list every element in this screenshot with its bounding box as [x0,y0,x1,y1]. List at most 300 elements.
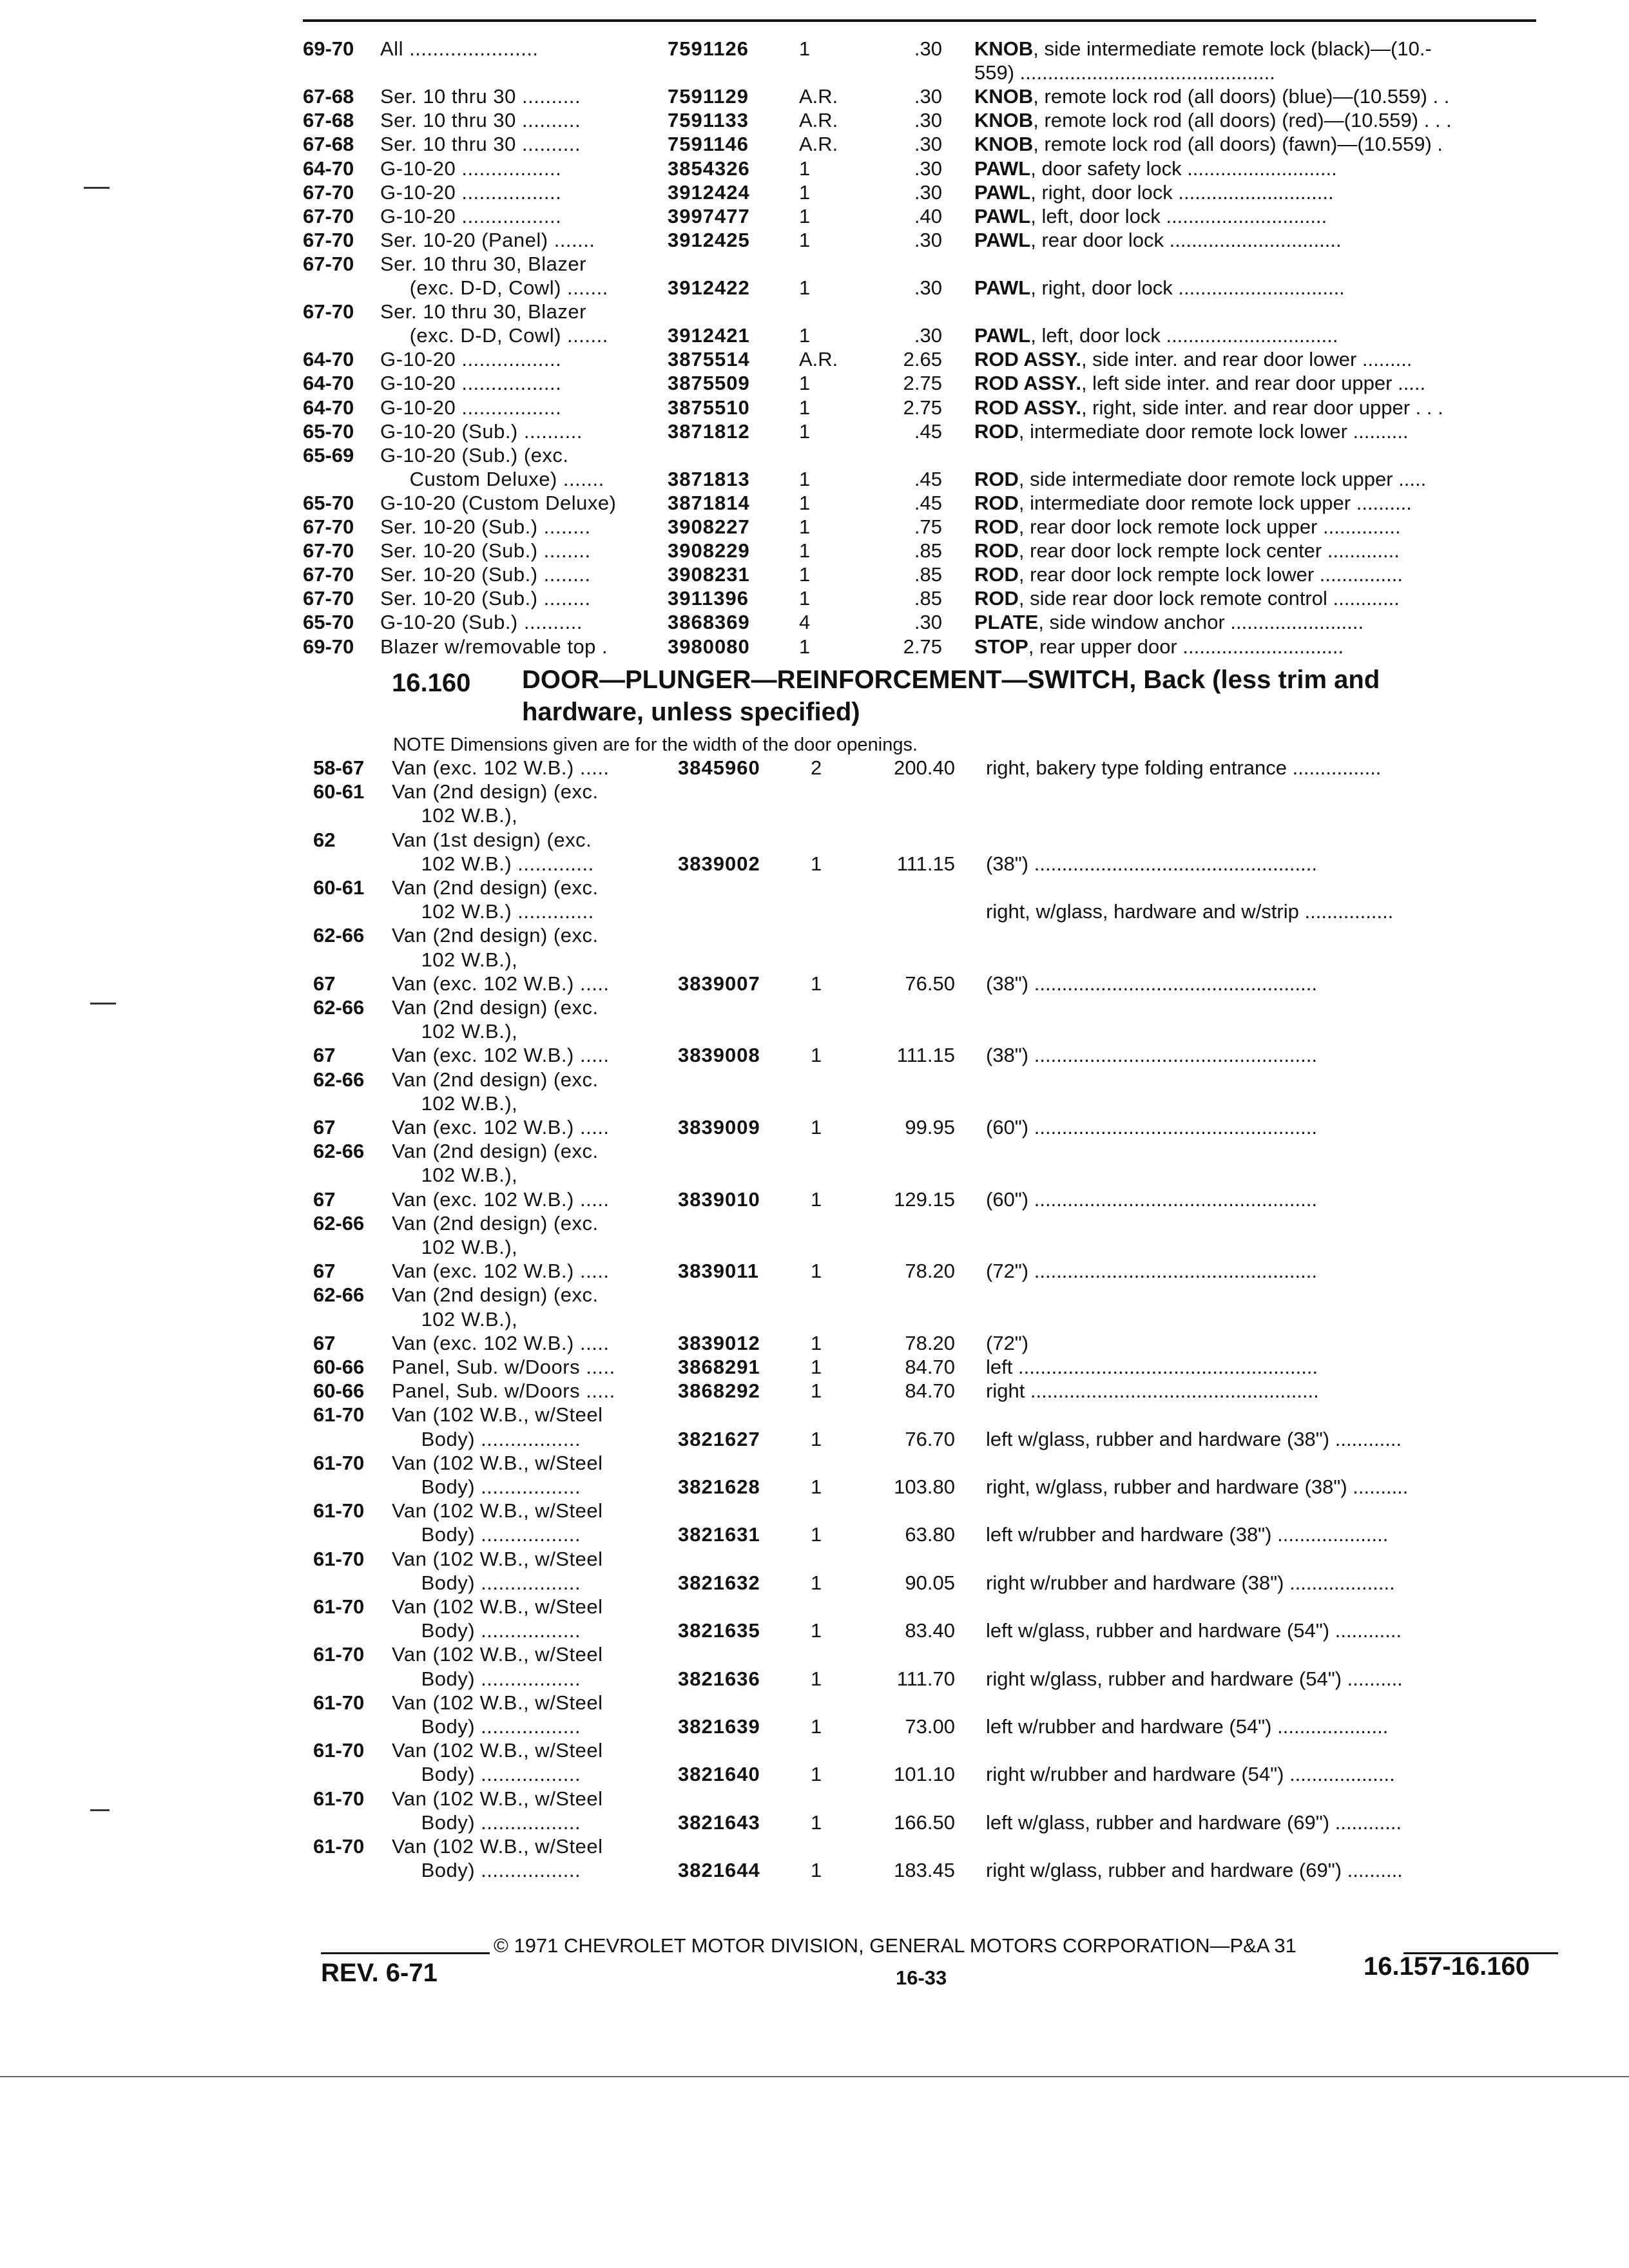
model-years: 67-70 [303,180,354,204]
description [974,611,1364,634]
application: Body) ................. [392,1475,581,1498]
model-years: 69-70 [303,37,354,60]
description-text: , door safety lock ........................... [1030,157,1337,180]
application: 102 W.B.), [392,1164,518,1187]
application: G-10-20 ................. [380,204,562,227]
application: Van (exc. 102 W.B.) ..... [392,1260,610,1283]
application: Van (exc. 102 W.B.) ..... [392,1187,610,1211]
model-years: 67 [313,972,336,995]
description-text: left w/glass, rubber and hardware (54") ............ [986,1619,1402,1642]
description-text: right, bakery type folding entrance ................ [986,756,1382,779]
description-text: , right, door lock .............................. [1030,276,1345,299]
description [986,1332,1028,1355]
list-price: 76.70 [905,1427,955,1450]
description [974,635,1344,658]
application: 102 W.B.), [392,1020,518,1043]
model-years: 67 [313,1331,336,1354]
application: Van (102 W.B., w/Steel [392,1691,603,1714]
model-years: 67-68 [303,133,354,156]
description [974,420,1409,443]
model-years: 61-70 [313,1403,365,1427]
description-text: right w/rubber and hardware (38") ................... [986,1571,1395,1594]
application: Blazer w/removable top . [380,635,608,658]
application: Body) ................. [392,1667,581,1690]
quantity: 1 [811,1331,822,1354]
part-name: PAWL [974,204,1031,227]
part-number: 3854326 [668,157,750,180]
description-text: , right, door lock ............................ [1030,180,1334,204]
model-years: 61-70 [313,1595,365,1618]
description [986,1715,1388,1738]
application: Van (102 W.B., w/Steel [392,1403,603,1427]
description [974,109,1452,132]
application: (exc. D-D, Cowl) ....... [380,276,608,299]
model-years: 67-70 [303,563,354,586]
section-title-cont: hardware, unless specified) [522,698,860,726]
list-price: 84.70 [905,1356,955,1378]
quantity: 1 [799,419,811,443]
part-name: ROD ASSY. [974,348,1081,371]
list-price: 111.15 [896,1044,955,1067]
description-text: , rear door lock ............................... [1030,228,1342,251]
list-price: 101.10 [894,1763,955,1786]
application: Van (exc. 102 W.B.) ..... [392,1116,610,1139]
description-text: , intermediate door remote lock upper .......... [1018,491,1412,514]
application: Van (2nd design) (exc. [392,876,599,899]
quantity: 1 [799,515,811,538]
quantity: 1 [811,1427,822,1450]
part-name: ROD [974,539,1019,562]
model-years: 60-61 [313,780,365,803]
description-text: right w/rubber and hardware (54") ................... [986,1763,1395,1786]
list-price: .45 [914,467,942,490]
description [986,1811,1402,1834]
list-price: 2.65 [903,348,942,371]
application: 102 W.B.), [392,948,518,971]
quantity: 1 [811,1763,822,1786]
quantity: A.R. [799,85,838,108]
description-text: , side rear door lock remote control ............ [1018,587,1400,610]
model-years: 60-66 [313,1379,365,1403]
revision-label: REV. 6-71 [321,1959,438,1987]
model-years: 67-70 [303,300,354,323]
description-text: (72") [986,1331,1029,1354]
application: Van (102 W.B., w/Steel [392,1547,603,1570]
model-years: 61-70 [313,1499,365,1523]
description-text: left ...................................................... [986,1356,1318,1378]
list-price: 83.40 [905,1619,955,1642]
description [974,348,1412,371]
model-years: 67 [313,1187,336,1211]
application: Ser. 10 thru 30 .......... [380,109,581,132]
quantity: 1 [811,1811,822,1834]
quantity: 1 [799,467,811,490]
part-number: 3908231 [668,563,750,586]
part-number: 3908227 [668,515,750,538]
application: 102 W.B.), [392,1091,518,1115]
part-number: 3821639 [678,1715,760,1738]
quantity: 1 [811,1475,822,1498]
part-number: 3875510 [668,396,750,419]
description-text: left w/glass, rubber and hardware (38") ............ [986,1427,1402,1450]
list-price: 200.40 [894,756,955,779]
list-price: .30 [914,37,942,60]
application: G-10-20 ................. [380,396,562,419]
quantity: 1 [811,1260,822,1283]
footer-copyright: © 1971 CHEVROLET MOTOR DIVISION, GENERAL MOTORS CORPORATION—P&A 31 [494,1934,1296,1957]
part-number: 3839010 [678,1187,760,1211]
description [974,85,1449,108]
list-price: 78.20 [905,1260,955,1283]
description-text: (38") ................................................... [986,852,1317,875]
application: Van (exc. 102 W.B.) ..... [392,1331,610,1354]
part-number: 3868292 [678,1379,760,1403]
description-text: right, w/glass, rubber and hardware (38") .......... [986,1475,1409,1498]
model-years: 64-70 [303,372,354,395]
list-price: 129.15 [894,1187,955,1211]
description-text: , intermediate door remote lock lower .......... [1018,419,1409,443]
application: Body) ................. [392,1619,581,1642]
model-years: 67-70 [303,204,354,227]
description-text: , side inter. and rear door lower ......... [1081,348,1412,371]
part-name: ROD [974,587,1019,610]
list-price: 63.80 [905,1523,955,1546]
list-price: .85 [914,587,942,610]
part-number: 7591133 [668,109,749,132]
part-name: PAWL [974,180,1031,204]
application: Ser. 10 thru 30 .......... [380,85,581,108]
list-price: 103.80 [894,1475,955,1498]
description [974,205,1327,228]
application: Ser. 10 thru 30, Blazer [380,252,586,275]
description-text: left w/rubber and hardware (38") .................... [986,1523,1389,1546]
list-price: 2.75 [903,635,942,658]
part-number: 3871812 [668,419,750,443]
description [986,1475,1408,1499]
part-name: ROD [974,491,1019,514]
description [986,1356,1318,1379]
application: G-10-20 (Sub.) (exc. [380,443,569,466]
quantity: 1 [799,228,811,251]
model-years: 64-70 [303,348,354,371]
description [974,324,1338,347]
model-years: 62-66 [313,1211,365,1235]
application: Van (2nd design) (exc. [392,1140,599,1163]
quantity: 1 [799,587,811,610]
part-name: KNOB [974,85,1034,108]
model-years: 67 [313,1260,336,1283]
model-years: 61-70 [313,1787,365,1810]
model-years: 61-70 [313,1547,365,1570]
part-number: 3821636 [678,1667,760,1690]
list-price: .45 [914,491,942,514]
part-number: 3908229 [668,539,750,562]
quantity: 1 [811,1379,822,1403]
application: Body) ................. [392,1859,581,1882]
description [986,852,1317,876]
part-number: 3875514 [668,348,750,371]
part-number: 3821643 [678,1811,760,1834]
part-number: 3912421 [668,324,750,347]
quantity: A.R. [799,133,838,156]
part-name: KNOB [974,37,1034,60]
quantity: A.R. [799,109,838,132]
model-years: 67-70 [303,228,354,251]
quantity: 1 [799,276,811,299]
description [974,492,1412,515]
description [974,587,1400,610]
description [986,1667,1403,1691]
quantity: 1 [799,563,811,586]
application: Van (2nd design) (exc. [392,996,599,1019]
part-number: 3821632 [678,1571,760,1594]
application: Van (1st design) (exc. [392,828,592,851]
application: Van (102 W.B., w/Steel [392,1787,603,1810]
application: Body) ................. [392,1763,581,1786]
quantity: 1 [811,1859,822,1882]
quantity: 1 [799,180,811,204]
part-name: PAWL [974,157,1031,180]
description [974,372,1425,395]
model-years: 60-66 [313,1356,365,1378]
quantity: 1 [811,852,822,875]
description [974,157,1337,180]
list-price: 78.20 [905,1331,955,1354]
application: All ...................... [380,37,539,60]
part-number: 7591129 [668,85,749,108]
application: Body) ................. [392,1715,581,1738]
description [974,133,1443,156]
application: G-10-20 ................. [380,348,562,371]
quantity: 1 [811,1667,822,1690]
application: Van (exc. 102 W.B.) ..... [392,756,610,779]
description-text: (72") ................................................... [986,1260,1317,1283]
description-text: , side intermediate remote lock (black)—(10.- [1033,37,1432,60]
description [986,1116,1317,1139]
model-years: 61-70 [313,1835,365,1858]
part-name: KNOB [974,133,1034,156]
description [986,1428,1402,1451]
model-years: 67 [313,1116,336,1139]
description-text: (38") ................................................... [986,972,1317,995]
margin-mark [90,1809,110,1811]
model-years: 65-70 [303,419,354,443]
application: 102 W.B.), [392,1236,518,1258]
description-text: , left, door lock ............................... [1030,324,1338,347]
footer-rule-left [321,1952,490,1954]
list-price: .75 [914,515,942,538]
description-text: , rear door lock remote lock upper .............. [1018,515,1401,538]
application: Body) ................. [392,1571,581,1594]
list-price: 111.15 [896,852,955,875]
application: Van (102 W.B., w/Steel [392,1451,603,1474]
part-number: 3839012 [678,1331,760,1354]
part-number: 7591126 [668,37,749,60]
application: 102 W.B.), [392,1307,518,1331]
application: Custom Deluxe) ....... [380,467,604,490]
model-years: 67 [313,1044,336,1067]
description [974,396,1443,419]
description [986,1523,1388,1546]
description-text: , remote lock rod (all doors) (red)—(10.559) . . . [1033,109,1452,132]
list-price: .30 [914,133,942,156]
quantity: 4 [799,611,811,634]
part-name: PAWL [974,228,1031,251]
scan-edge-line [0,2076,1629,2077]
application: Van (102 W.B., w/Steel [392,1739,603,1762]
quantity: 1 [811,1044,822,1067]
model-years: 62 [313,828,336,851]
application: Van (102 W.B., w/Steel [392,1643,603,1666]
model-years: 61-70 [313,1451,365,1474]
application: G-10-20 (Sub.) .......... [380,611,583,634]
quantity: 1 [811,1116,822,1139]
model-years: 67-68 [303,85,354,108]
section-note: NOTE Dimensions given are for the width of the door openings. [393,735,918,755]
list-price: 111.70 [896,1667,955,1690]
section-title: DOOR—PLUNGER—REINFORCEMENT—SWITCH, Back (less trim and [522,666,1380,694]
part-number: 3839007 [678,972,760,995]
part-name: PLATE [974,611,1039,634]
description [986,1571,1395,1595]
application: Van (2nd design) (exc. [392,780,599,803]
part-number: 3821631 [678,1523,760,1546]
part-number: 3821628 [678,1475,760,1498]
part-name: STOP [974,635,1028,658]
application: Panel, Sub. w/Doors ..... [392,1356,615,1378]
application: Ser. 10-20 (Sub.) ........ [380,587,591,610]
application: Van (exc. 102 W.B.) ..... [392,972,610,995]
model-years: 62-66 [313,1140,365,1163]
section-range: 16.157-16.160 [1364,1952,1530,1981]
description-text: , side intermediate door remote lock upper ..... [1018,467,1427,490]
quantity: 1 [811,1356,822,1378]
quantity: 1 [799,157,811,180]
quantity: 2 [811,756,822,779]
list-price: 2.75 [903,372,942,395]
description [986,1260,1317,1283]
application: G-10-20 ................. [380,180,562,204]
description [974,229,1342,252]
part-number: 3912424 [668,180,750,204]
model-years: 62-66 [313,996,365,1019]
application: 102 W.B.) ............. [392,852,594,875]
model-years: 67-70 [303,252,354,275]
part-number: 7591146 [668,133,749,156]
application: (exc. D-D, Cowl) ....... [380,324,608,347]
list-price: .40 [914,204,942,227]
description-text: , remote lock rod (all doors) (fawn)—(10.559) . [1033,133,1443,156]
description [986,1859,1403,1882]
model-years: 61-70 [313,1691,365,1714]
application: Ser. 10-20 (Sub.) ........ [380,515,591,538]
application: 102 W.B.) ............. [392,900,594,923]
list-price: 90.05 [905,1571,955,1594]
list-price: 76.50 [905,972,955,995]
description [986,1619,1402,1642]
list-price: .30 [914,228,942,251]
application: Body) ................. [392,1523,581,1546]
description [986,972,1317,995]
list-price: 183.45 [894,1859,955,1882]
part-name: ROD [974,419,1019,443]
model-years: 64-70 [303,157,354,180]
model-years: 62-66 [313,924,365,947]
model-years: 65-70 [303,611,354,634]
page-number: 16-33 [896,1966,947,1989]
part-number: 3845960 [678,756,760,779]
description-text: right .................................................... [986,1379,1319,1403]
model-years: 67-70 [303,539,354,562]
model-years: 64-70 [303,396,354,419]
list-price: 2.75 [903,396,942,419]
application: Panel, Sub. w/Doors ..... [392,1379,615,1403]
list-price: .30 [914,276,942,299]
part-number: 3875509 [668,372,750,395]
quantity: 1 [799,324,811,347]
application: Ser. 10-20 (Sub.) ........ [380,563,591,586]
description-text: right w/glass, rubber and hardware (54") .......... [986,1667,1403,1690]
part-number: 3839009 [678,1116,760,1139]
part-number: 3980080 [668,635,750,658]
section-number: 16.160 [392,669,471,697]
description [974,37,1432,61]
description-text: , rear door lock rempte lock lower ............... [1018,563,1403,586]
quantity: 1 [799,635,811,658]
model-years: 67-70 [303,515,354,538]
description-text: (38") ................................................... [986,1044,1317,1067]
model-years: 69-70 [303,635,354,658]
part-name: ROD ASSY. [974,396,1081,419]
application: G-10-20 ................. [380,157,562,180]
part-number: 3912422 [668,276,750,299]
description [986,756,1381,780]
part-name: KNOB [974,109,1034,132]
model-years: 65-69 [303,443,354,466]
model-years: 62-66 [313,1283,365,1307]
margin-mark [84,187,110,189]
description [974,61,1275,84]
description [986,900,1393,923]
list-price: .45 [914,419,942,443]
part-name: ROD ASSY. [974,372,1081,395]
description [974,276,1345,300]
application: G-10-20 (Custom Deluxe) [380,491,617,514]
part-number: 3871813 [668,467,750,490]
description [974,539,1400,562]
list-price: .30 [914,180,942,204]
part-number: 3839011 [678,1260,759,1283]
list-price: 84.70 [905,1379,955,1403]
application: Body) ................. [392,1427,581,1450]
part-number: 3821640 [678,1763,760,1786]
top-rule [303,19,1536,22]
application: 102 W.B.), [392,804,518,827]
application: Van (102 W.B., w/Steel [392,1595,603,1618]
description [986,1044,1317,1067]
model-years: 61-70 [313,1643,365,1666]
part-number: 3839002 [678,852,760,875]
description-text: , rear upper door ............................. [1028,635,1344,658]
application: Van (102 W.B., w/Steel [392,1835,603,1858]
part-number: 3868291 [678,1356,760,1378]
application: Van (2nd design) (exc. [392,924,599,947]
application: Van (102 W.B., w/Steel [392,1499,603,1523]
description-text: left w/rubber and hardware (54") .................... [986,1715,1389,1738]
quantity: 1 [811,1187,822,1211]
application: Van (exc. 102 W.B.) ..... [392,1044,610,1067]
quantity: 1 [799,372,811,395]
